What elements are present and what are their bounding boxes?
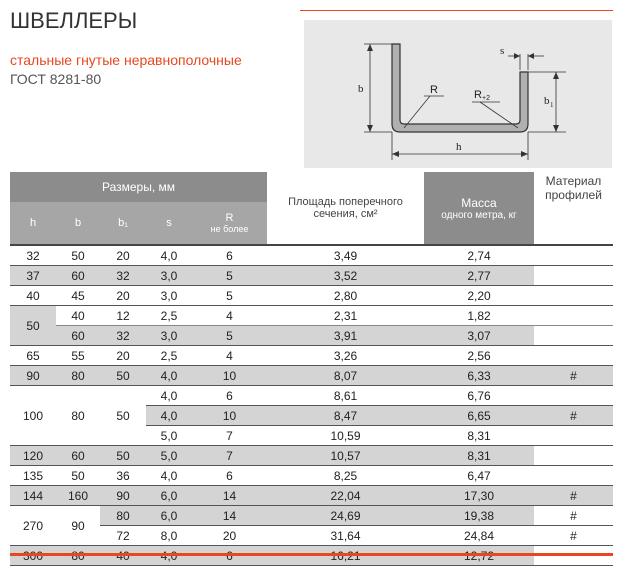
cell-b: 50 (56, 245, 100, 266)
cell-s: 4,0 (146, 366, 192, 386)
cell-b1: 72 (100, 526, 146, 546)
table-row (10, 245, 613, 266)
r-col-header (192, 202, 267, 245)
table-row (10, 366, 613, 386)
cell-mass: 2,77 (424, 266, 534, 286)
mass-header-title: Масса (461, 195, 497, 210)
cell-s: 2,5 (146, 306, 192, 326)
cell-area: 3,52 (267, 266, 424, 286)
cell-r: 10 (192, 406, 267, 426)
b-col-header: b (56, 202, 100, 245)
area-header-line1: Площадь поперечного (288, 196, 403, 208)
cell-area: 8,61 (267, 386, 424, 406)
cell-s: 4,0 (146, 466, 192, 486)
cell-material (534, 266, 613, 286)
cell-s: 8,0 (146, 526, 192, 546)
cell-mass: 6,76 (424, 386, 534, 406)
r-col-title: R (225, 212, 234, 224)
cell-h: 90 (10, 366, 56, 386)
cell-b: 55 (56, 346, 100, 366)
cell-mass: 6,47 (424, 466, 534, 486)
cell-r: 14 (192, 486, 267, 506)
cell-b: 160 (56, 486, 100, 506)
dimensions-header: Размеры, мм (10, 172, 267, 202)
cell-b1: 20 (100, 286, 146, 306)
cell-h: 100 (10, 386, 56, 446)
cell-r: 6 (192, 245, 267, 266)
s-label: s (500, 45, 505, 57)
cell-mass: 8,31 (424, 446, 534, 466)
cell-b: 80 (56, 366, 100, 386)
b1-label: b (544, 95, 550, 107)
cell-b1: 50 (100, 446, 146, 466)
cell-b: 40 (56, 306, 100, 326)
cell-r: 6 (192, 386, 267, 406)
cell-mass: 24,84 (424, 526, 534, 546)
cell-material (534, 306, 613, 326)
cell-r: 5 (192, 266, 267, 286)
cell-area: 8,07 (267, 366, 424, 386)
cell-material: # (534, 506, 613, 526)
cell-s: 4,0 (146, 245, 192, 266)
cell-r: 7 (192, 426, 267, 446)
cell-material (534, 386, 613, 406)
cell-h: 40 (10, 286, 56, 306)
table-row (10, 326, 613, 346)
cell-b1: 20 (100, 245, 146, 266)
b-label: b (358, 83, 364, 95)
cell-material (534, 446, 613, 466)
cell-h: 37 (10, 266, 56, 286)
cell-b: 60 (56, 326, 100, 346)
cell-area: 22,04 (267, 486, 424, 506)
cell-mass: 6,33 (424, 366, 534, 386)
cell-b1: 20 (100, 346, 146, 366)
r-col-note: не более (210, 224, 249, 234)
accent-rule (300, 10, 613, 11)
cell-b: 50 (56, 466, 100, 486)
cell-r: 14 (192, 506, 267, 526)
bottom-accent-bar (10, 553, 613, 556)
cell-area: 10,59 (267, 426, 424, 446)
cell-material (534, 346, 613, 366)
cell-mass: 8,31 (424, 426, 534, 446)
table-row (10, 306, 613, 326)
cell-material (534, 326, 613, 346)
cell-area: 3,49 (267, 245, 424, 266)
r-label: R (430, 84, 438, 96)
page-subtitle: стальные гнутые неравнополочные (10, 52, 242, 68)
cell-mass: 1,82 (424, 306, 534, 326)
cell-material: # (534, 406, 613, 426)
cell-b1: 12 (100, 306, 146, 326)
cell-b1: 32 (100, 326, 146, 346)
cell-material: # (534, 526, 613, 546)
cell-area: 2,80 (267, 286, 424, 306)
cell-s: 5,0 (146, 426, 192, 446)
channel-spec-table (10, 172, 613, 566)
cell-mass: 17,30 (424, 486, 534, 506)
channel-section-diagram (304, 20, 612, 168)
cell-mass: 3,07 (424, 326, 534, 346)
table-row (10, 526, 613, 546)
cell-r: 5 (192, 286, 267, 306)
cell-area: 8,47 (267, 406, 424, 426)
cell-area: 3,91 (267, 326, 424, 346)
table-row (10, 346, 613, 366)
area-header-line2: сечения, см² (313, 208, 378, 220)
cell-h: 50 (10, 306, 56, 346)
r2-label: R (474, 89, 482, 101)
b1-subscript: 1 (550, 101, 554, 109)
table-row (10, 486, 613, 506)
cell-s: 6,0 (146, 486, 192, 506)
cell-material: # (534, 486, 613, 506)
cell-area: 3,26 (267, 346, 424, 366)
cell-r: 4 (192, 306, 267, 326)
b1-col-header: b₁ (100, 202, 146, 245)
page-title: ШВЕЛЛЕРЫ (10, 8, 138, 33)
cell-material (534, 466, 613, 486)
cell-s: 3,0 (146, 326, 192, 346)
cell-r: 10 (192, 366, 267, 386)
cell-material (534, 426, 613, 446)
cell-s: 4,0 (146, 406, 192, 426)
cell-s: 2,5 (146, 346, 192, 366)
table-row (10, 446, 613, 466)
cell-b1: 36 (100, 466, 146, 486)
table-row (10, 286, 613, 306)
cell-area: 8,25 (267, 466, 424, 486)
cell-s: 6,0 (146, 506, 192, 526)
cell-s: 3,0 (146, 266, 192, 286)
cell-mass: 2,20 (424, 286, 534, 306)
cell-h: 65 (10, 346, 56, 366)
cell-r: 7 (192, 446, 267, 466)
cell-material (534, 286, 613, 306)
cell-r: 6 (192, 466, 267, 486)
cell-b: 80 (56, 386, 100, 446)
table-row (10, 386, 613, 406)
cell-area: 24,69 (267, 506, 424, 526)
table-row (10, 506, 613, 526)
cell-s: 5,0 (146, 446, 192, 466)
cell-material: # (534, 366, 613, 386)
cell-mass: 2,74 (424, 245, 534, 266)
area-header (267, 172, 424, 245)
cell-area: 2,31 (267, 306, 424, 326)
table-row (10, 266, 613, 286)
cell-h: 270 (10, 506, 56, 546)
cell-mass: 6,65 (424, 406, 534, 426)
h-label: h (456, 141, 462, 153)
channel-profile (392, 44, 528, 132)
mass-header (424, 172, 534, 245)
cell-mass: 19,38 (424, 506, 534, 526)
cell-area: 31,64 (267, 526, 424, 546)
standard-label: ГОСТ 8281-80 (10, 71, 102, 87)
r2-subscript: +2 (482, 95, 490, 102)
cell-material (534, 245, 613, 266)
cell-b1: 50 (100, 366, 146, 386)
cell-r: 5 (192, 326, 267, 346)
cell-h: 32 (10, 245, 56, 266)
channel-section-drawing (304, 20, 612, 168)
cell-b1: 32 (100, 266, 146, 286)
cell-b: 60 (56, 266, 100, 286)
cell-h: 120 (10, 446, 56, 466)
cell-b1: 80 (100, 506, 146, 526)
material-header: Материал профилей (534, 172, 613, 245)
s-col-header: s (146, 202, 192, 245)
cell-b: 45 (56, 286, 100, 306)
cell-r: 4 (192, 346, 267, 366)
table-row (10, 466, 613, 486)
cell-b1: 50 (100, 386, 146, 446)
cell-area: 10,57 (267, 446, 424, 466)
cell-mass: 2,56 (424, 346, 534, 366)
cell-b: 60 (56, 446, 100, 466)
cell-r: 20 (192, 526, 267, 546)
h-col-header: h (10, 202, 56, 245)
cell-b: 90 (56, 506, 100, 546)
cell-b1: 90 (100, 486, 146, 506)
cell-h: 135 (10, 466, 56, 486)
r-leader (404, 96, 430, 128)
mass-header-note: одного метра, кг (441, 209, 517, 221)
cell-s: 4,0 (146, 386, 192, 406)
cell-s: 3,0 (146, 286, 192, 306)
cell-h: 144 (10, 486, 56, 506)
